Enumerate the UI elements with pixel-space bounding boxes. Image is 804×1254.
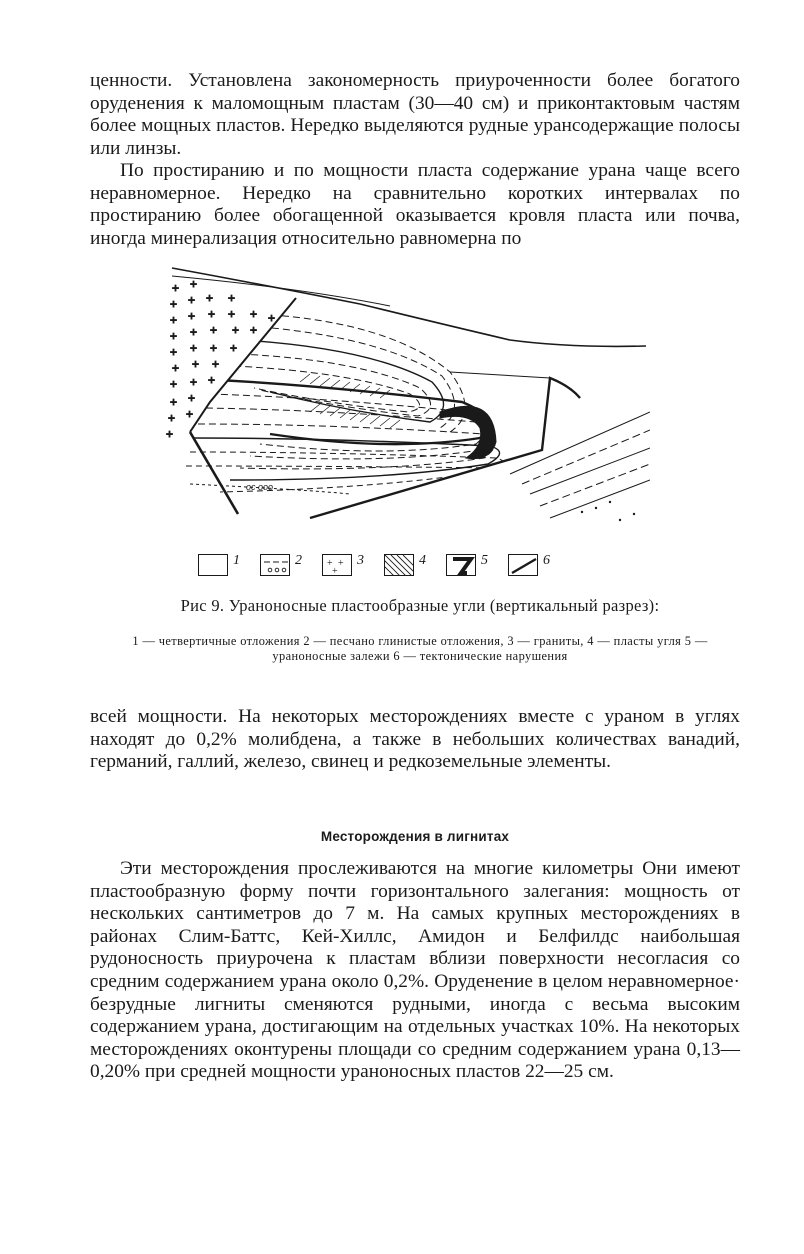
svg-text:+: + [190,375,198,389]
svg-text:+: + [212,357,220,371]
section-heading: Месторождения в лигнитах [320,829,510,844]
svg-text:+: + [166,427,174,441]
svg-text:+: + [170,395,178,409]
svg-text:+: + [206,291,214,305]
svg-text:+: + [210,323,218,337]
svg-text:+: + [172,281,180,295]
svg-text:+: + [230,341,238,355]
fault-line [190,432,238,514]
ore-label: ос ооо [246,482,274,492]
paragraph-2: По простиранию и по мощности пласта содержание урана чаще всего неравномерное. Нередко на сравнительно коротких интервалах по простиранию более обогащенной оказывается кровля пласта или почва, иногда минерализация относительно равномерна по [90,160,740,249]
figure-caption: Рис 9. Ураноносные пластообразные угли (вертикальный разрез): [180,596,660,615]
svg-text:+: + [190,341,198,355]
svg-text:+: + [170,313,178,327]
svg-text:+: + [332,566,338,576]
svg-text:+: + [186,407,194,421]
svg-text:+: + [192,357,200,371]
surface-line [172,276,390,306]
svg-text:+: + [338,558,344,569]
svg-text:+: + [190,325,198,339]
svg-text:+: + [168,411,176,425]
svg-text:+: + [250,307,258,321]
svg-text:+: + [172,361,180,375]
svg-text:+: + [170,297,178,311]
svg-text:+: + [208,307,216,321]
svg-text:+: + [170,345,178,359]
figure-description: 1 — четвертичные отложения 2 — песчано глинистые отложения, 3 — граниты, 4 — пласты угля 5 — ураноносные залежи 6 — тектонические нарушения [132,634,708,663]
svg-text:+: + [232,323,240,337]
svg-text:+: + [188,309,196,323]
paragraph-3: всей мощности. На некоторых месторождениях вместе с ураном в углях находят до 0,2% молибдена, а также в небольших количествах ванадий, германий, галлий, железо, свинец и редкоземельные элементы. [90,706,740,773]
svg-text:+: + [250,323,258,337]
uranium-deposit [440,406,496,458]
paragraph-1: ценности. Установлена закономерность приуроченности более богатого оруденения к маломощным пластам (30—40 см) и приконтактовым частям более мощных пластов. Нередко выделяются рудные урансодержащие полосы или линзы. [90,70,740,159]
svg-text:+: + [190,277,198,291]
surface-line [172,268,646,346]
granite-crosses [166,277,275,441]
svg-text:+: + [170,329,178,343]
svg-text:+: + [170,377,178,391]
svg-text:+: + [268,311,276,325]
svg-text:+: + [188,293,196,307]
svg-text:+: + [188,391,196,405]
fault-line [450,372,550,378]
svg-text:+: + [327,558,333,569]
paragraph-4: Эти месторождения прослеживаются на многие километры Они имеют пластообразную форму почти горизонтального залегания: мощность от нескольких сантиметров до 7 м. На самых крупных месторождениях в районах Слим-Баттс, Кей-Хиллс, Амидон и Белфилдс наибольшая рудоносность приурочена к пластам вблизи поверхности несогласия со средним содержанием урана около 0,2%. Оруденение в целом неравномерное· безрудные лигниты сменяются рудными, иногда с весьма высоким содержанием урана, достигающим на отдельных участках 10%. На некоторых месторождениях оконтурены площади со средним содержанием урана 0,13—0,20% при средней мощности ураноносных пластов 22—25 см. [90,858,740,1083]
geological-cross-section [150,262,650,580]
granite-boundary [190,298,296,432]
svg-text:+: + [210,341,218,355]
svg-text:+: + [228,307,236,321]
svg-text:+: + [208,373,216,387]
figure-legend: 1 2 + + + 3 4 5 6 [198,552,578,580]
svg-text:+: + [228,291,236,305]
